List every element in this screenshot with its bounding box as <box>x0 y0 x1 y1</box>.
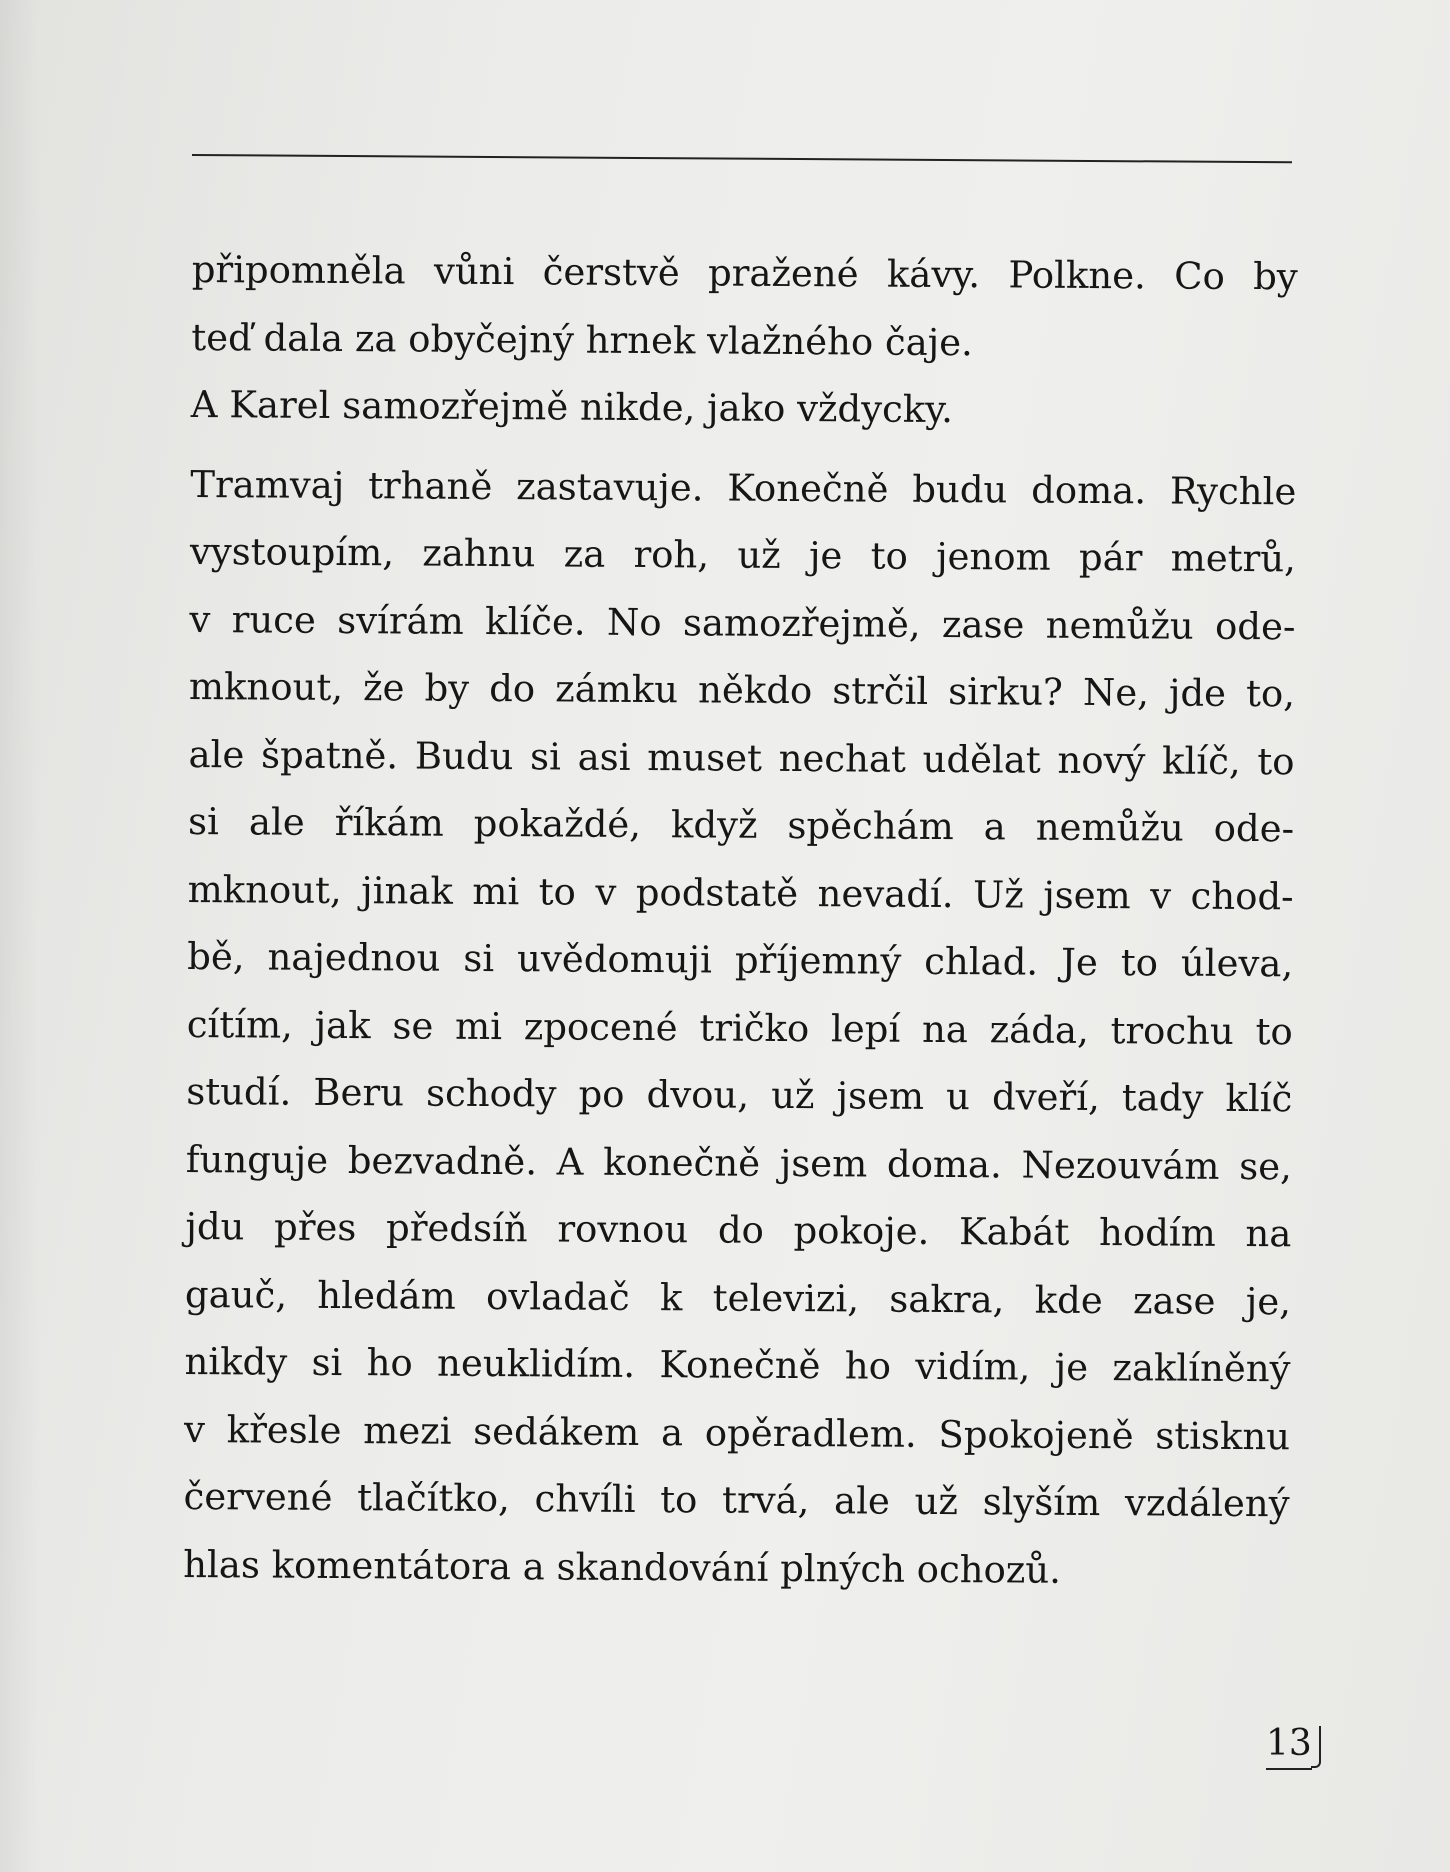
text-line: jdu přes předsíň rovnou do pokoje. Kabát hodím na <box>185 1204 1292 1256</box>
text-line: hlas komentátora a skandování plných ochozů. <box>183 1542 1062 1592</box>
text-line: studí. Beru schody po dvou, už jsem u dveří, tady klíč <box>186 1069 1293 1121</box>
header-rule <box>192 154 1292 163</box>
text-line: v křesle mezi sedákem a opěradlem. Spokojeně stisknu <box>183 1407 1291 1458</box>
text-line: bě, najednou si uvědomuji příjemný chlad. Je to úleva, <box>187 934 1294 986</box>
text-line: mknout, jinak mi to v podstatě nevadí. Už jsem v chod- <box>187 867 1294 918</box>
text-body <box>183 236 1298 1605</box>
text-line: připomněla vůni čerstvě pražené kávy. Polkne. Co by <box>191 247 1298 299</box>
text-line: mknout, že by do zámku někdo strčil sirku? Ne, jde to, <box>188 664 1296 716</box>
paragraph-1 <box>191 236 1298 446</box>
text-line: funguje bezvadně. A konečně jsem doma. Nezouvám se, <box>185 1137 1292 1188</box>
text-line: vystoupím, zahnu za roh, už je to jenom pár metrů, <box>189 529 1297 581</box>
page-number-bracket <box>1311 1726 1321 1768</box>
paragraph-2 <box>183 450 1297 1605</box>
text-line: Tramvaj trhaně zastavuje. Konečně budu doma. Rychle <box>190 462 1297 513</box>
text-line: si ale říkám pokaždé, když spěchám a nemůžu ode- <box>187 799 1295 851</box>
text-line: gauč, hledám ovladač k televizi, sakra, kde zase je, <box>184 1272 1292 1323</box>
text-line: nikdy si ho neuklidím. Konečně ho vidím, je zaklíněný <box>184 1339 1291 1391</box>
text-line: ale špatně. Budu si asi muset nechat udělat nový klíč, to <box>188 732 1295 783</box>
text-line: červené tlačítko, chvíli to trvá, ale už slyším vzdálený <box>183 1474 1290 1526</box>
text-line: v ruce svírám klíče. No samozřejmě, zase nemůžu ode- <box>189 597 1296 648</box>
page-number: 13 <box>1266 1720 1312 1770</box>
text-line: teď dala za obyčejný hrnek vlažného čaje. <box>191 315 974 364</box>
text-line: cítím, jak se mi zpocené tričko lepí na záda, trochu to <box>186 1002 1293 1053</box>
page-number-box <box>1266 1720 1312 1770</box>
text-line: A Karel samozřejmě nikde, jako vždycky. <box>190 382 954 432</box>
